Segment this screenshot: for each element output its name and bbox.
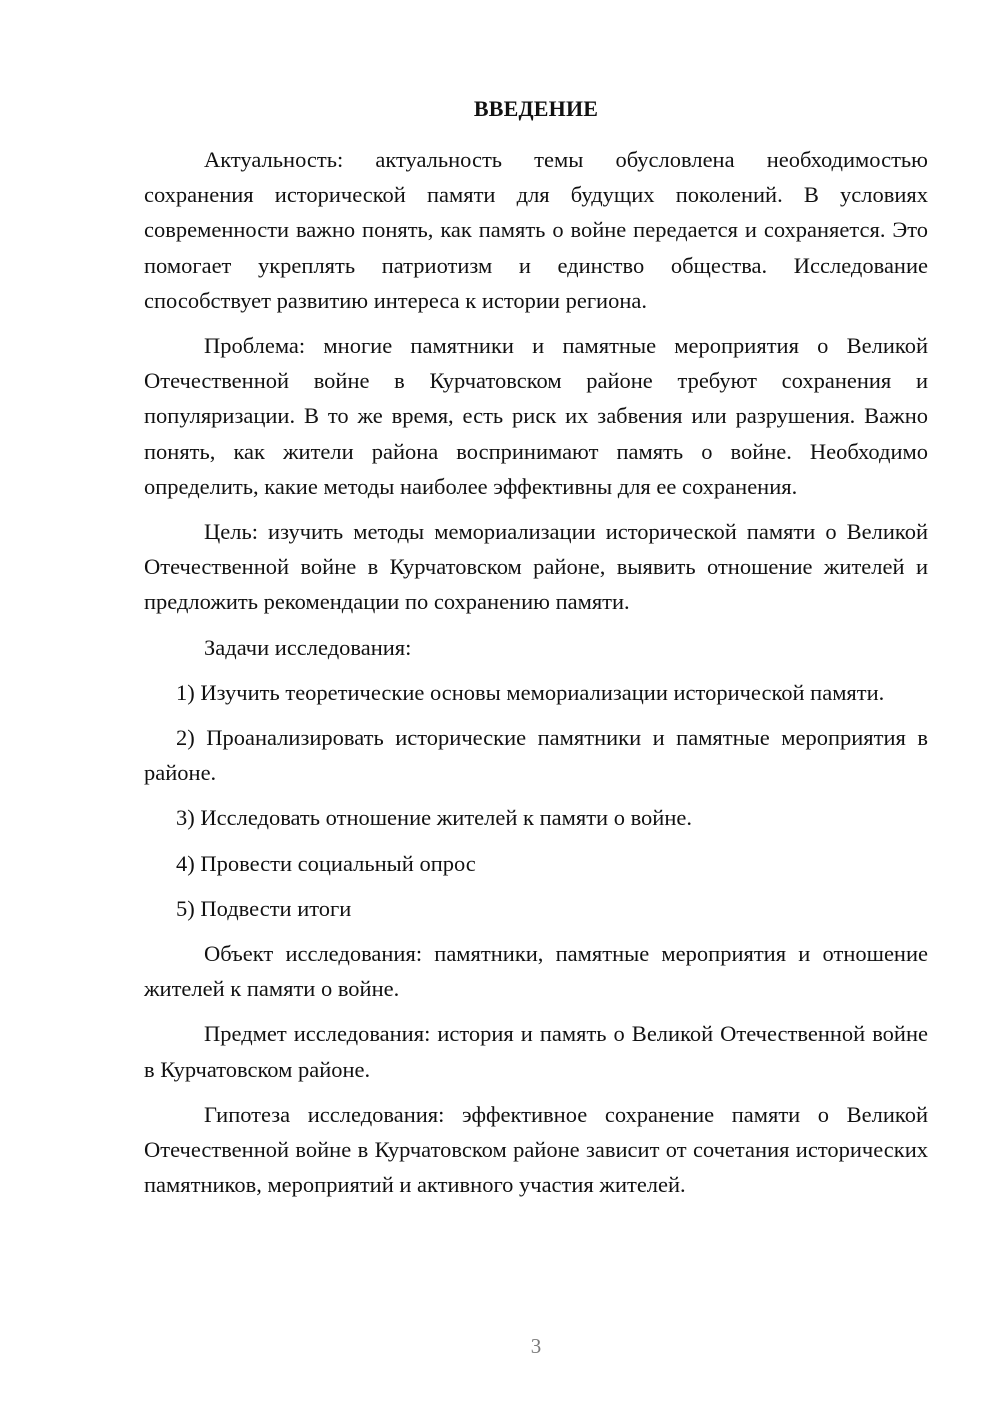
task-item-2: 2) Проанализировать исторические памятники и памятные мероприятия в районе.: [144, 725, 928, 786]
task-item-3: 3) Исследовать отношение жителей к памяти о войне.: [176, 805, 692, 831]
section-heading: ВВЕДЕНИЕ: [473, 96, 599, 121]
task-item-1: 1) Изучить теоретические основы мемориализации исторической памяти.: [176, 679, 885, 705]
paragraph-goal: Цель: изучить методы мемориализации исторической памяти о Великой Отечественной войне в Курчатовском районе, выявить отношение жителей и предложить рекомендации по сохранению памяти.: [144, 519, 928, 615]
paragraph-object: Объект исследования: памятники, памятные мероприятия и отношение жителей к памяти о войне.: [144, 941, 928, 1002]
paragraph-relevance: Актуальность: актуальность темы обусловлена необходимостью сохранения исторической памяти для будущих поколений. В условиях современности важно понять, как память о войне передается и сохраняется. Это помогает укреплять патриотизм и единство общества. Исследование способствует развитию интереса к истории региона.: [144, 147, 928, 313]
task-item-5: 5) Подвести итоги: [176, 895, 352, 921]
task-item-4: 4) Провести социальный опрос: [176, 850, 476, 876]
document-body: [144, 142, 928, 1202]
paragraph-tasks-intro: Задачи исследования:: [204, 634, 412, 660]
page-number: 3: [530, 1334, 542, 1358]
paragraph-hypothesis: Гипотеза исследования: эффективное сохранение памяти о Великой Отечественной войне в Курчатовском районе зависит от сочетания исторических памятников, мероприятий и активного участия жителей.: [144, 1101, 928, 1198]
paragraph-subject: Предмет исследования: история и память о Великой Отечественной войне в Курчатовском районе.: [144, 1021, 928, 1082]
paragraph-problem: Проблема: многие памятники и памятные мероприятия о Великой Отечественной войне в Курчатовском районе требуют сохранения и популяризации. В то же время, есть риск их забвения или разрушения. Важно понять, как жители района воспринимают память о войне. Необходимо определить, какие методы наиболее эффективны для ее сохранения.: [144, 333, 928, 499]
